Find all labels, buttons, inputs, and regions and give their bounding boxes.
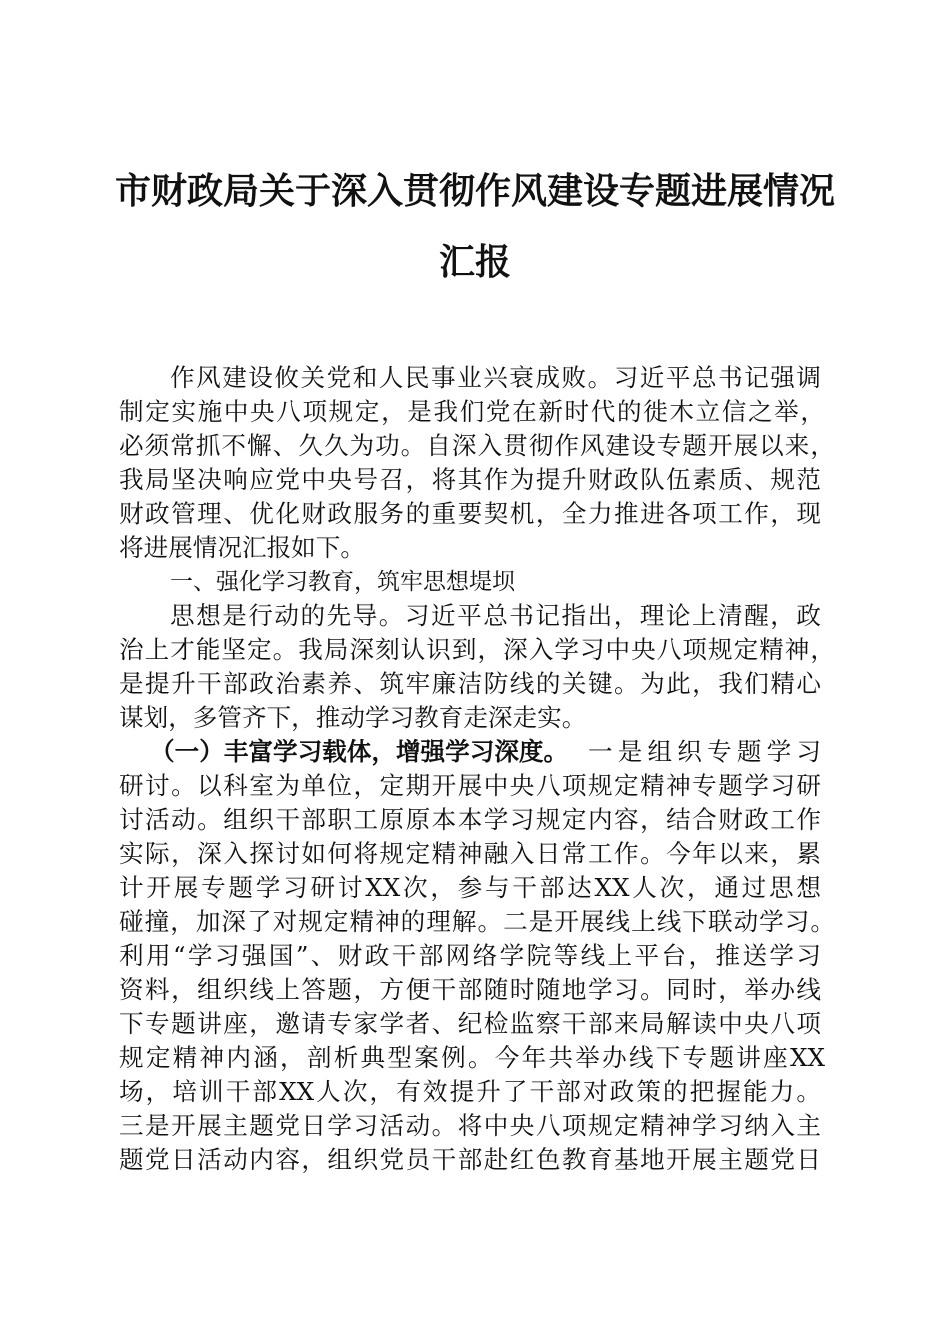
body-line: 制定实施中央八项规定，是我们党在新时代的徙木立信之举，	[119, 397, 825, 426]
body-line: 思想是行动的先导。习近平总书记指出，理论上清醒，政	[170, 601, 821, 630]
subsection-heading: （一）丰富学习载体，增强学习深度。	[150, 737, 569, 766]
body-line: 将进展情况汇报如下。	[119, 533, 365, 562]
body-line: 实际，深入探讨如何将规定精神融入日常工作。今年以来，累	[119, 839, 821, 868]
body-line: 谋划，多管齐下，推动学习教育走深走实。	[119, 703, 587, 732]
document-title-line-2: 汇报	[438, 241, 511, 283]
body-line: 作风建设攸关党和人民事业兴衰成败。习近平总书记强调	[170, 363, 821, 392]
body-line: 场，培训干部XX人次，有效提升了干部对政策的把握能力。	[119, 1077, 821, 1106]
body-line: 研讨。以科室为单位，定期开展中央八项规定精神专题学习研	[119, 771, 821, 800]
section-heading: 一、强化学习教育，筑牢思想堤坝	[170, 569, 515, 595]
document-title-line-1: 市财政局关于深入贯彻作风建设专题进展情况	[114, 170, 835, 212]
body-line: 下专题讲座，邀请专家学者、纪检监察干部来局解读中央八项	[119, 1009, 821, 1038]
body-line: 资料，组织线上答题，方便干部随时随地学习。同时，举办线	[119, 975, 821, 1004]
body-line: 财政管理、优化财政服务的重要契机，全力推进各项工作，现	[119, 499, 821, 528]
body-line: 必须常抓不懈、久久为功。自深入贯彻作风建设专题开展以来，	[119, 431, 835, 460]
body-line: 利用“学习强国”、财政干部网络学院等线上平台，推送学习	[119, 941, 821, 970]
body-line: （一）丰富学习载体，增强学习深度。 一是组织专题学习	[0, 734, 950, 770]
body-line: 讨活动。组织干部职工原原本本学习规定内容，结合财政工作	[119, 805, 821, 834]
body-line: 我局坚决响应党中央号召，将其作为提升财政队伍素质、规范	[119, 465, 821, 494]
body-line: 规定精神内涵，剖析典型案例。今年共举办线下专题讲座XX	[119, 1043, 825, 1072]
body-line: 题党日活动内容，组织党员干部赴红色教育基地开展主题党日	[119, 1145, 821, 1174]
body-line: 治上才能坚定。我局深刻认识到，深入学习中央八项规定精神，	[119, 635, 835, 664]
body-line: 计开展专题学习研讨XX次，参与干部达XX人次，通过思想	[119, 873, 821, 902]
body-line: 是提升干部政治素养、筑牢廉洁防线的关键。为此，我们精心	[119, 669, 821, 698]
body-line: 碰撞，加深了对规定精神的理解。二是开展线上线下联动学习。	[119, 907, 835, 936]
body-line: 三是开展主题党日学习活动。将中央八项规定精神学习纳入主	[119, 1111, 821, 1140]
